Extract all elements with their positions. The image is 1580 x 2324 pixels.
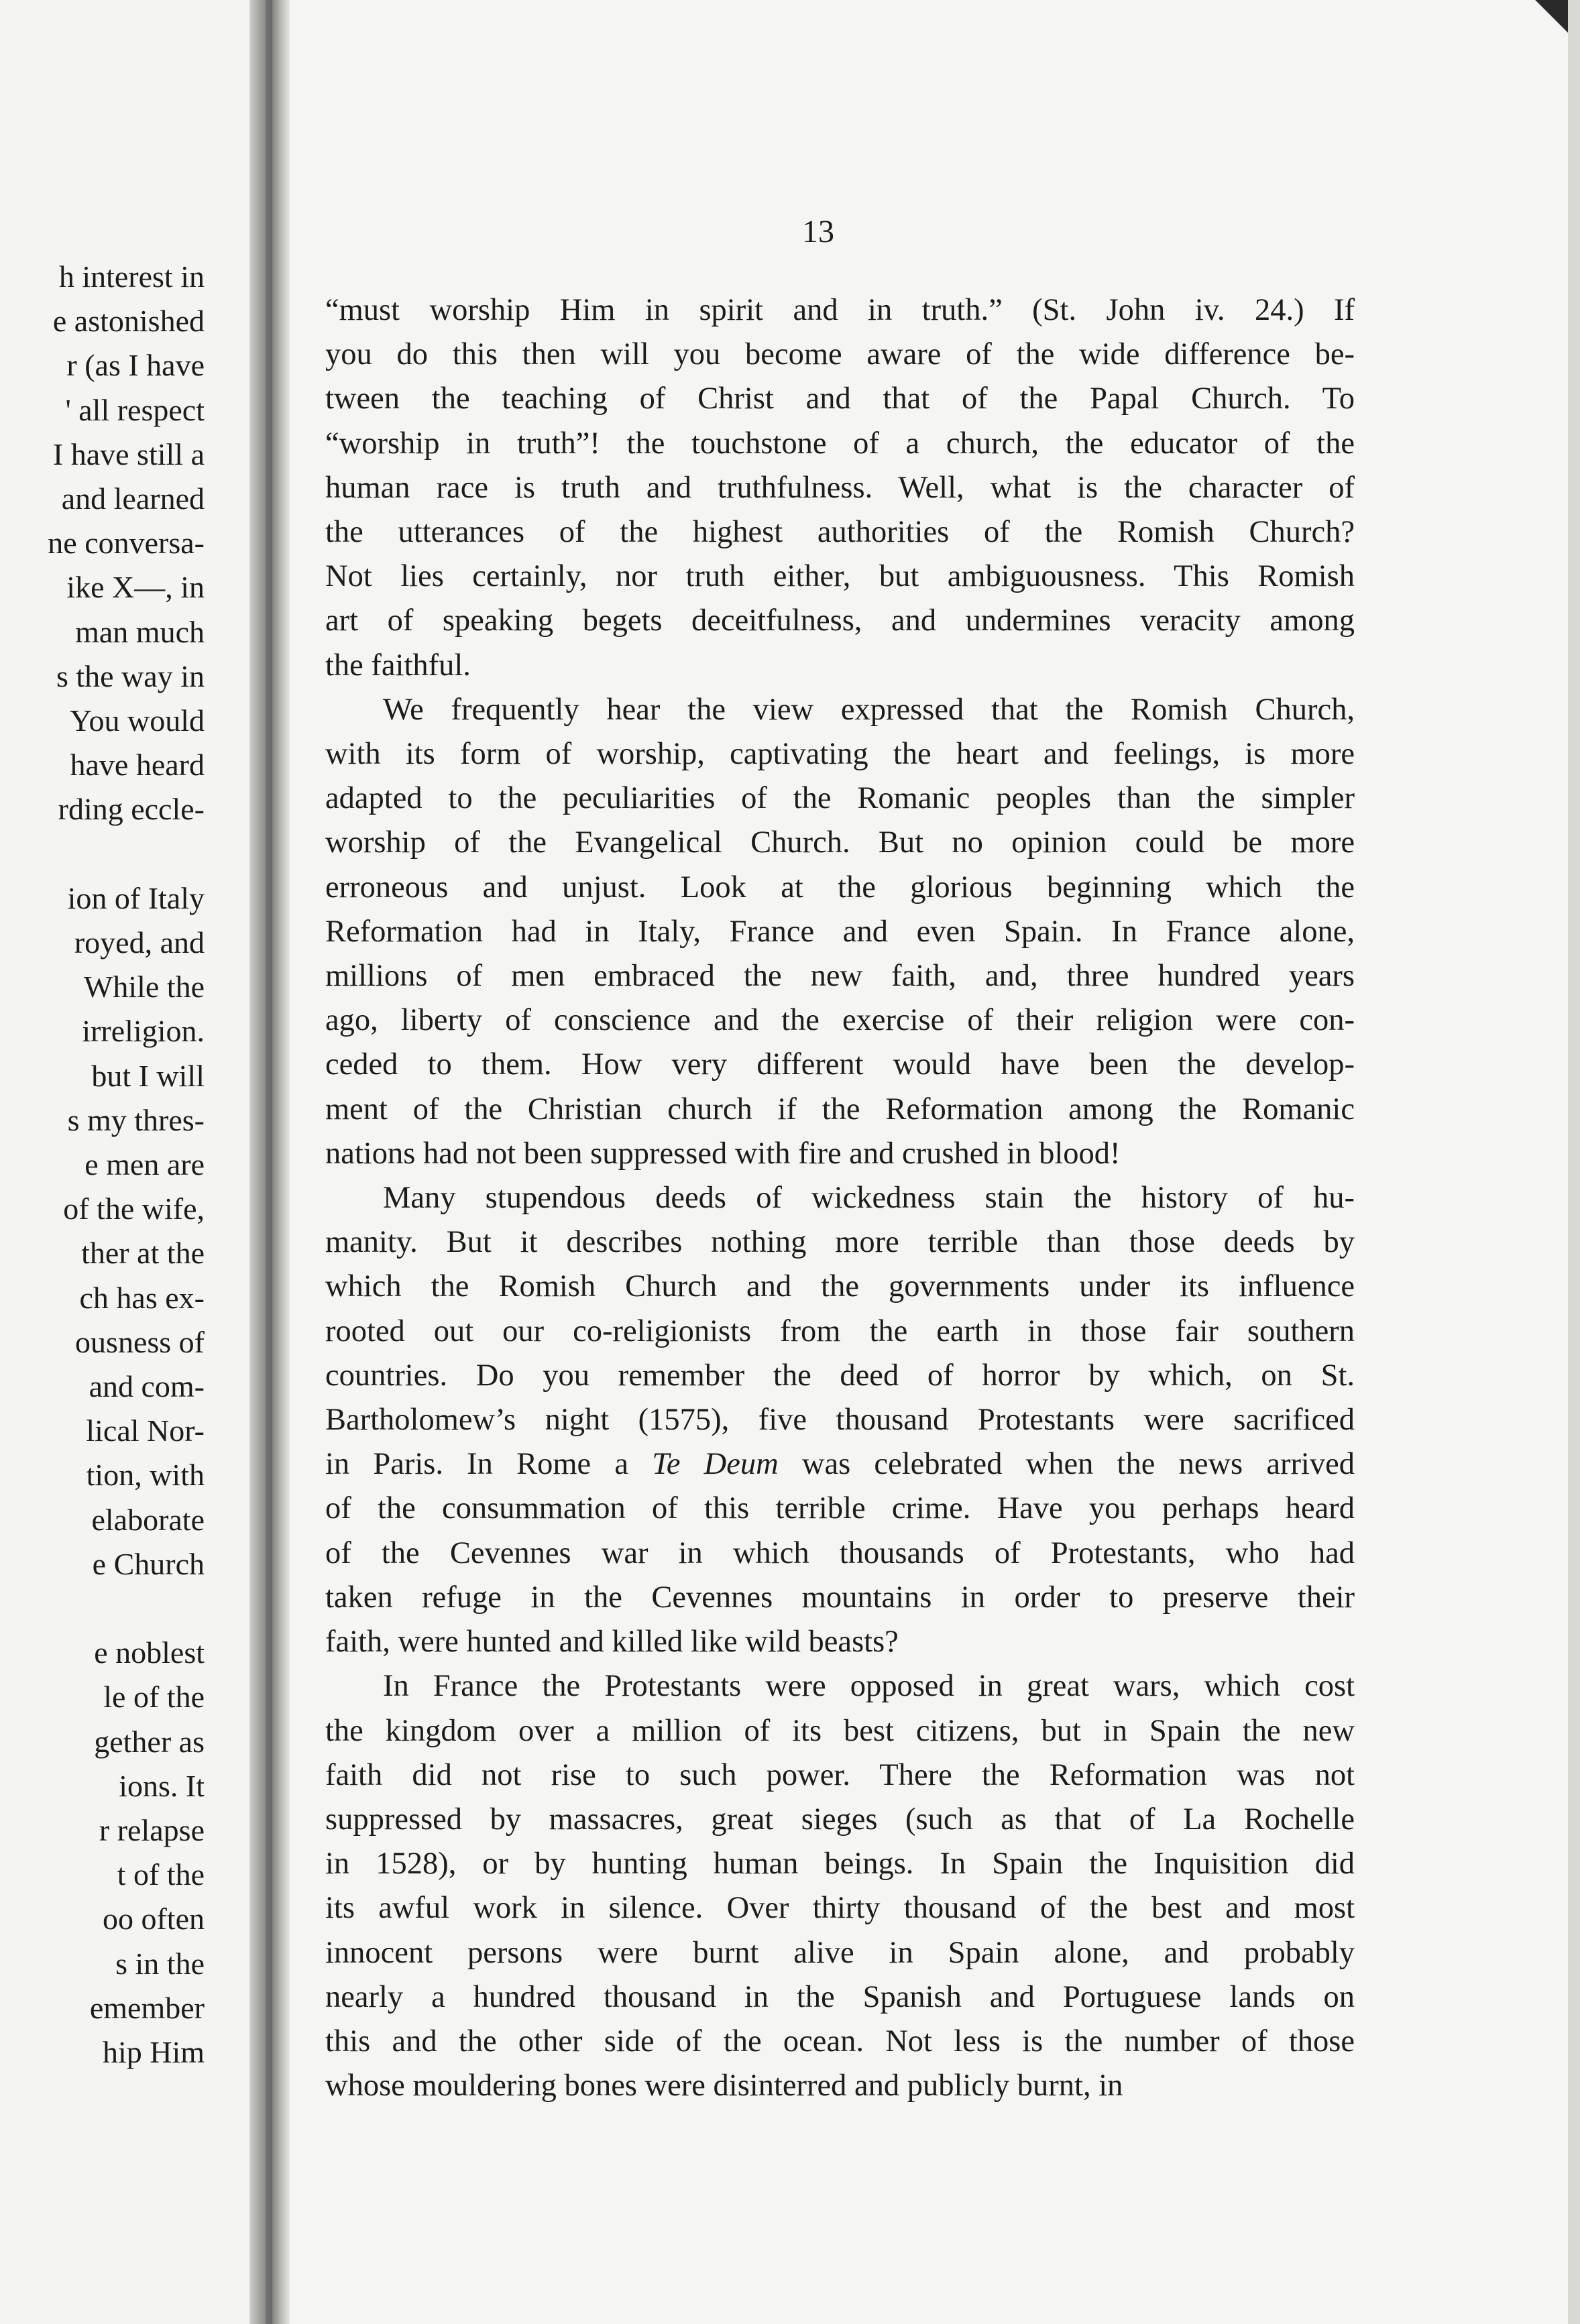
text-line: this and the other side of the ocean. Not less is the number of those <box>325 2024 1355 2058</box>
left-page-line: ike X—, in <box>66 570 205 605</box>
text-line: tween the teaching of Christ and that of the Papal Church. To <box>325 382 1355 416</box>
text-line: of the consummation of this terrible crime. Have you perhaps heard <box>325 1491 1355 1526</box>
page-number: 13 <box>802 214 834 249</box>
left-page-gap <box>0 832 205 876</box>
left-page-line: s my thres- <box>67 1102 205 1137</box>
left-page-line: e astonished <box>52 304 205 339</box>
text-line: the faithful. <box>325 648 471 683</box>
left-page-line: e Church <box>92 1546 205 1581</box>
text-line: ceded to them. How very different would have been the develop- <box>325 1047 1355 1082</box>
text-line: “must worship Him in spirit and in truth.” (St. John iv. 24.) If <box>325 293 1355 327</box>
left-page-line: ' all respect <box>65 392 205 427</box>
text-line: ment of the Christian church if the Reformation among the Romanic <box>325 1092 1355 1126</box>
left-page-line: s in the <box>115 1946 205 1981</box>
left-page-line: man much <box>75 614 205 649</box>
text-line: art of speaking begets deceitfulness, and undermines veracity among <box>325 603 1355 638</box>
text-line: “worship in truth”! the touchstone of a church, the educator of the <box>325 426 1355 461</box>
left-page-line: t of the <box>117 1857 205 1892</box>
left-page-line: emember <box>89 1990 205 2025</box>
left-page-line: ch has ex- <box>79 1280 205 1315</box>
left-page-line: rding eccle- <box>58 792 205 827</box>
left-page-line: ions. It <box>119 1768 205 1803</box>
text-run: was celebrated when the news arrived <box>778 1447 1355 1482</box>
text-line: human race is truth and truthfulness. Well, what is the character of <box>325 470 1355 505</box>
left-page-line: but I will <box>91 1058 205 1093</box>
text-line: suppressed by massacres, great sieges (such as that of La Rochelle <box>325 1802 1355 1837</box>
page-corner-shadow <box>1514 0 1568 54</box>
paragraph <box>325 1664 1355 2108</box>
left-page-line: e noblest <box>94 1635 205 1670</box>
gutter-shadow-line <box>266 0 272 2324</box>
text-line: nearly a hundred thousand in the Spanish and Portuguese lands on <box>325 1979 1355 2014</box>
left-page-line: ther at the <box>81 1236 205 1271</box>
text-line <box>325 1442 1355 1487</box>
left-page-line: You would <box>69 703 205 738</box>
left-page-gap <box>0 1586 205 1631</box>
left-page-text <box>0 255 205 2075</box>
left-page-line: ousness of <box>75 1324 205 1359</box>
text-line: of the Cevennes war in which thousands of Protestants, who had <box>325 1535 1355 1570</box>
left-page-line: I have still a <box>52 437 205 471</box>
left-page-line: have heard <box>70 748 205 782</box>
text-line: whose mouldering bones were disinterred and publicly burnt, in <box>325 2069 1123 2103</box>
text-line: in 1528), or by hunting human beings. In Spain the Inquisition did <box>325 1847 1355 1881</box>
text-line: worship of the Evangelical Church. But no opinion could be more <box>325 825 1355 860</box>
left-page-line: and com- <box>89 1369 205 1404</box>
text-line: adapted to the peculiarities of the Romanic peoples than the simpler <box>325 781 1355 816</box>
text-line: the kingdom over a million of its best citizens, but in Spain the new <box>325 1713 1355 1748</box>
text-line: erroneous and unjust. Look at the glorious beginning which the <box>325 870 1355 905</box>
text-line: innocent persons were burnt alive in Spain alone, and probably <box>325 1935 1355 1970</box>
text-line: countries. Do you remember the deed of horror by which, on St. <box>325 1358 1355 1393</box>
text-line: millions of men embraced the new faith, and, three hundred years <box>325 959 1355 994</box>
text-line: the utterances of the highest authorities of the Romish Church? <box>325 515 1355 550</box>
paragraph <box>325 688 1355 1176</box>
left-page-line: of the wife, <box>63 1192 205 1226</box>
text-line: with its form of worship, captivating the heart and feelings, is more <box>325 737 1355 772</box>
left-page-line: and learned <box>61 481 205 516</box>
text-line: rooted out our co-religionists from the earth in those fair southern <box>325 1314 1355 1348</box>
text-line: you do this then will you become aware of the wide difference be- <box>325 337 1355 372</box>
text-line: manity. But it describes nothing more terrible than those deeds by <box>325 1225 1355 1260</box>
left-page-line: ne conversa- <box>48 526 205 561</box>
left-page-line: oo often <box>102 1902 205 1936</box>
italic-term: Te Deum <box>652 1447 779 1482</box>
left-page-line: h interest in <box>58 259 205 294</box>
text-line: We frequently hear the view expressed that the Romish Church, <box>383 692 1355 727</box>
left-page-line: tion, with <box>86 1458 205 1493</box>
text-line: Reformation had in Italy, France and even Spain. In France alone, <box>325 914 1355 949</box>
left-page-line: ion of Italy <box>67 880 205 915</box>
body-text <box>325 288 1355 2108</box>
left-page-line: irreligion. <box>82 1014 205 1049</box>
text-line: its awful work in silence. Over thirty thousand of the best and most <box>325 1891 1355 1926</box>
text-line: Not lies certainly, nor truth either, but ambiguousness. This Romish <box>325 559 1355 594</box>
left-page-line: elaborate <box>91 1502 205 1537</box>
left-page-line: While the <box>83 970 205 1004</box>
text-line: Many stupendous deeds of wickedness stain the history of hu- <box>383 1181 1355 1216</box>
left-page-line: le of the <box>103 1680 205 1715</box>
text-run: in Paris. In Rome a <box>325 1447 653 1482</box>
left-page-line: lical Nor- <box>86 1413 205 1448</box>
text-line: In France the Protestants were opposed in great wars, which cost <box>383 1669 1355 1704</box>
text-line: taken refuge in the Cevennes mountains in order to preserve their <box>325 1580 1355 1615</box>
left-page-line: e men are <box>84 1147 205 1182</box>
left-facing-page <box>0 0 249 2324</box>
left-page-line: royed, and <box>74 925 205 960</box>
left-page-line: gether as <box>94 1724 205 1759</box>
text-line: nations had not been suppressed with fire and crushed in blood! <box>325 1136 1121 1171</box>
text-line: ago, liberty of conscience and the exercise of their religion were con- <box>325 1003 1355 1038</box>
left-page-line: r (as I have <box>66 348 205 383</box>
text-line: which the Romish Church and the governments under its influence <box>325 1269 1355 1304</box>
text-line: faith, were hunted and killed like wild beasts? <box>325 1625 899 1660</box>
text-line: faith did not rise to such power. There the Reformation was not <box>325 1757 1355 1792</box>
left-page-line: r relapse <box>99 1813 205 1848</box>
paragraph <box>325 288 1355 688</box>
left-page-line: hip Him <box>102 2035 205 2070</box>
paragraph <box>325 1176 1355 1664</box>
left-page-line: s the way in <box>56 658 205 693</box>
text-line: Bartholomew’s night (1575), five thousand Protestants were sacrificed <box>325 1403 1355 1438</box>
